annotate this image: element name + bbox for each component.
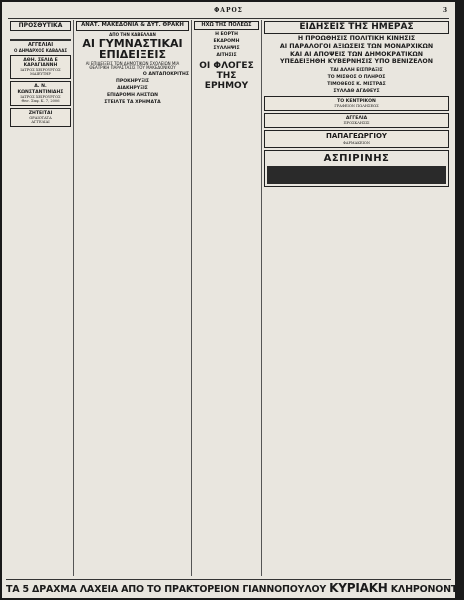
column-3 <box>192 20 262 576</box>
subheading: ΠΡΟΚΗΡΥΞΙΣ <box>116 79 149 85</box>
advert-pharmacy <box>264 130 449 148</box>
advert-title: ΠΑΠΑΓΕΩΡΓΙΟΥ <box>326 132 387 141</box>
newspaper-page <box>2 2 464 598</box>
subheading: ΤΑΙ ΑΛΛΗ ΕΙΣΠΡΑΞΙΣ <box>330 67 383 73</box>
col1-mid-sub: Ο ΔΗΜΑΡΧΟΣ ΚΑΒΑΛΑΣ <box>13 47 68 53</box>
advert-office <box>264 96 449 111</box>
advert-line: ΑΓΓΕΛΙΑ <box>345 116 368 122</box>
subheading: Η ΕΟΡΤΗ <box>215 32 238 38</box>
divider <box>10 39 71 41</box>
advert-invitation <box>264 113 449 128</box>
column-4 <box>262 20 451 576</box>
subheading: ΕΠΙΔΡΟΜΗ ΛΗΣΤΩΝ <box>107 93 158 99</box>
subheading: ΤΙΜΟΘΕΟΣ Κ. ΜΙΣΤΡΑΣ <box>327 81 386 87</box>
aspirin-title: ΑΣΠΙΡΙΝΗΣ <box>323 153 390 165</box>
col3-header: ΗΧΩ ΤΗΣ ΠΟΛΕΩΣ <box>194 21 259 30</box>
advert-line: ΓΡΑΦΕΙΟΝ ΠΩΛΗΣΕΩΣ <box>334 103 379 108</box>
footer-left: ΤΑ 5 ΔΡΑΧΜΑ ΛΑΧΕΙΑ ΑΠΟ ΤΟ ΠΡΑΚΤΟΡΕΙΟΝ ΓΙΑΝΝΟΠΟΥΛΟΥ <box>6 584 327 595</box>
advert-line: Θεσ. Σαφ. Κ. 7, 2006 <box>21 98 60 103</box>
article-text <box>10 32 71 36</box>
subheading: ΔΙΑΚΗΡΥΞΙΣ <box>117 86 148 92</box>
subheading: ΣΥΛΛΑΘ ΑΓΑΘΕΥΣ <box>333 88 380 94</box>
masthead <box>8 6 449 19</box>
headline: ΑΙ ΠΑΡΑΛΟΓΟΙ ΑΞΙΩΣΕΙΣ ΤΩΝ ΜΟΝΑΡΧΙΚΩΝ <box>279 43 434 51</box>
advert-line: ΑΓΓΕΛΙΑΙ <box>31 120 50 124</box>
flames-ad: ΟΙ ΦΛΟΓΕΣ ΤΗΣ ΕΡΗΜΟΥ <box>199 61 254 92</box>
advert-line: ΦΑΡΜΑΚΕΙΟΝ <box>342 140 371 145</box>
aspirin-advert <box>264 150 449 187</box>
headline: ΥΠΕΔΕΙΞΗΘΗ ΚΥΒΕΡΝΗΣΙΣ ΥΠΟ ΒΕΝΙΖΕΛΟΝ <box>280 58 433 66</box>
advert-title: Α. Ν. ΚΩΝΣΤΑΝΤΙΝΙΔΗΣ <box>17 84 64 95</box>
advert-doctor-1 <box>10 55 71 79</box>
subheading: ΣΥΛΛΗΨΙΣ <box>213 46 240 52</box>
advert-title: ΑΘΗ. ΣΕΛΙΑ Ε ΚΑΡΑΓΙΑΝΝΗ <box>23 58 58 69</box>
columns <box>8 20 449 576</box>
subheading: ΣΤΕΙΛΤΕ ΤΑ ΧΡΗΜΑΤΑ <box>104 100 161 106</box>
subheading: ΤΟ ΜΙΣΘΟΣ Ο ΠΛΗΡΟΣ <box>327 74 386 80</box>
footer-banner <box>6 579 464 597</box>
col1-mid-header: ΑΓΓΕΛΙΑΙ <box>27 41 54 48</box>
footer-middle: ΚΥΡΙΑΚΗ <box>329 581 388 595</box>
advert-notice <box>10 108 71 127</box>
advert-line: ΤΟ ΚΕΝΤΡΙΚΟΝ <box>337 98 376 104</box>
advert-doctor-2 <box>10 81 71 105</box>
column-2 <box>74 20 192 576</box>
advert-line: ΙΑΤΡΟΣ ΧΕΙΡΟΥΡΓΟΣ <box>20 68 61 73</box>
column-1 <box>8 20 74 576</box>
kicker: ΑΠΟ ΤΗΝ ΚΑΒΕΛΛΑΝ <box>109 31 156 37</box>
news-header: ΕΙΔΗΣΕΙΣ ΤΗΣ ΗΜΕΡΑΣ <box>264 21 449 34</box>
byline: Ο ΑΝΤΑΠΟΚΡΙΤΗΣ <box>142 72 189 78</box>
footer-right: ΚΛΗΡΟΝΟΝΤΑ <box>390 584 464 595</box>
aspirin-box-image <box>267 166 446 184</box>
section-header: ΑΝΑΤ. ΜΑΚΕΔΟΝΙΑ & ΔΥΤ. ΘΡΑΚΗ <box>76 21 189 31</box>
advert-line: ΖΗΤΕΙΤΑΙ <box>28 110 53 116</box>
page-number: 3 <box>442 7 447 14</box>
subheading: ΕΚΔΡΟΜΗ <box>213 39 240 45</box>
advert-line: ΙΑΤΡΟΣ ΧΕΙΡΟΥΡΓΟΣ <box>20 94 61 99</box>
advert-line: ΠΡΟΣΚΛΗΣΙΣ <box>343 121 370 126</box>
masthead-title: ΦΑΡΟΣ <box>214 7 243 14</box>
subheading: ΑΙΤΗΣΙΣ <box>216 53 237 59</box>
advert-line: ΜΑΙΕΥΤΗΡ <box>30 72 51 77</box>
deck: ΑΙ ΕΠΙΔΕΙΞΕΙΣ ΤΩΝ ΔΗΜΟΤΙΚΩΝ ΣΧΟΛΕΙΩΝ ΜΙΑ ΘΕΑΤΡΙΚΗ ΠΑΡΑΣΤΑΣΙΣ ΤΟΥ ΜΑΚΕΔΟΝΙΚΟΥ <box>85 60 180 71</box>
headline: ΚΑΙ ΑΙ ΑΠΟΨΕΙΣ ΤΩΝ ΔΗΜΟΚΡΑΤΙΚΩΝ <box>289 50 424 58</box>
col1-header: ΠΡΟΣΘΥΤΙΚΑ <box>10 21 71 31</box>
headline: Η ΠΡΟΩΘΗΣΙΣ ΠΟΛΙΤΙΚΗ ΚΙΝΗΣΙΣ <box>297 35 416 43</box>
advert-line: ΩΡΑΙΟΤΑΤΑ <box>29 115 52 120</box>
headline: ΑΙ ΓΥΜΝΑΣΤΙΚΑΙ ΕΠΙΔΕΙΞΕΙΣ <box>82 36 183 62</box>
